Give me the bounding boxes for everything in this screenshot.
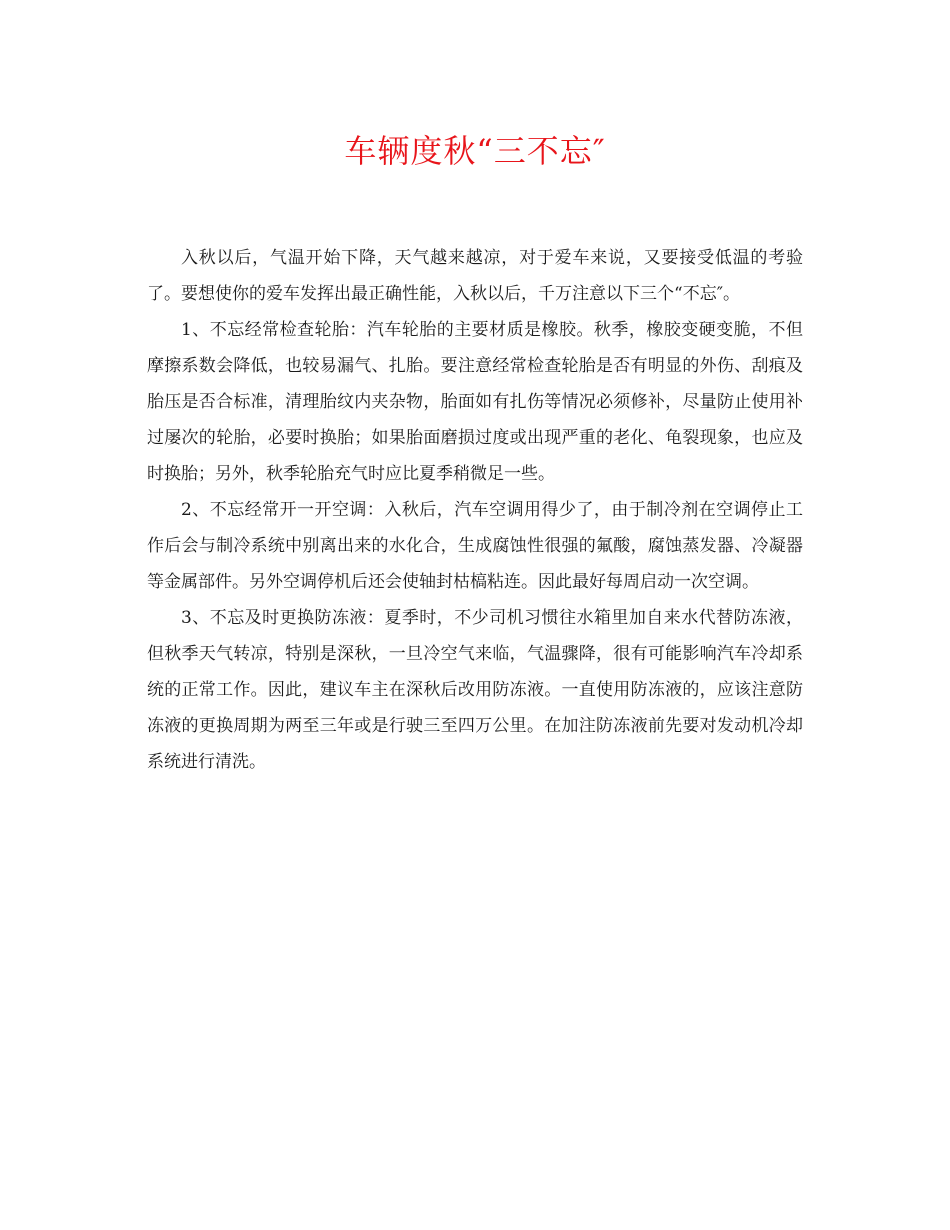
- intro-paragraph: 入秋以后，气温开始下降，天气越来越凉，对于爱车来说，又要接受低温的考验了。要想使你的爱车发挥出最正确性能，入秋以后，千万注意以下三个“不忘″。: [147, 248, 803, 304]
- air-conditioning-paragraph: 2、不忘经常开一开空调：入秋后，汽车空调用得少了，由于制冷剂在空调停止工作后会与制冷系统中别离出来的水化合，生成腐蚀性很强的氟酸，腐蚀蒸发器、冷凝器等金属部件。另外空调停机后还会使轴封枯槁粘连。因此最好每周启动一次空调。: [147, 500, 803, 592]
- tire-check-paragraph: 1、不忘经常检查轮胎：汽车轮胎的主要材质是橡胶。秋季，橡胶变硬变脆，不但摩擦系数会降低，也较易漏气、扎胎。要注意经常检查轮胎是否有明显的外伤、刮痕及胎压是否合标准，清理胎纹内夹杂物，胎面如有扎伤等情况必须修补，尽量防止使用补过屡次的轮胎，必要时换胎；如果胎面磨损过度或出现严重的老化、龟裂现象，也应及时换胎；另外，秋季轮胎充气时应比夏季稍微足一些。: [147, 320, 803, 484]
- document-title: 车辆度秋“三不忘″: [344, 132, 606, 170]
- document-body: [147, 240, 803, 780]
- antifreeze-paragraph: 3、不忘及时更换防冻液：夏季时，不少司机习惯往水箱里加自来水代替防冻液，但秋季天气转凉，特别是深秋，一旦冷空气来临，气温骤降，很有可能影响汽车冷却系统的正常工作。因此，建议车主在深秋后改用防冻液。一直使用防冻液的，应该注意防冻液的更换周期为两至三年或是行驶三至四万公里。在加注防冻液前先要对发动机冷却系统进行清洗。: [147, 608, 803, 772]
